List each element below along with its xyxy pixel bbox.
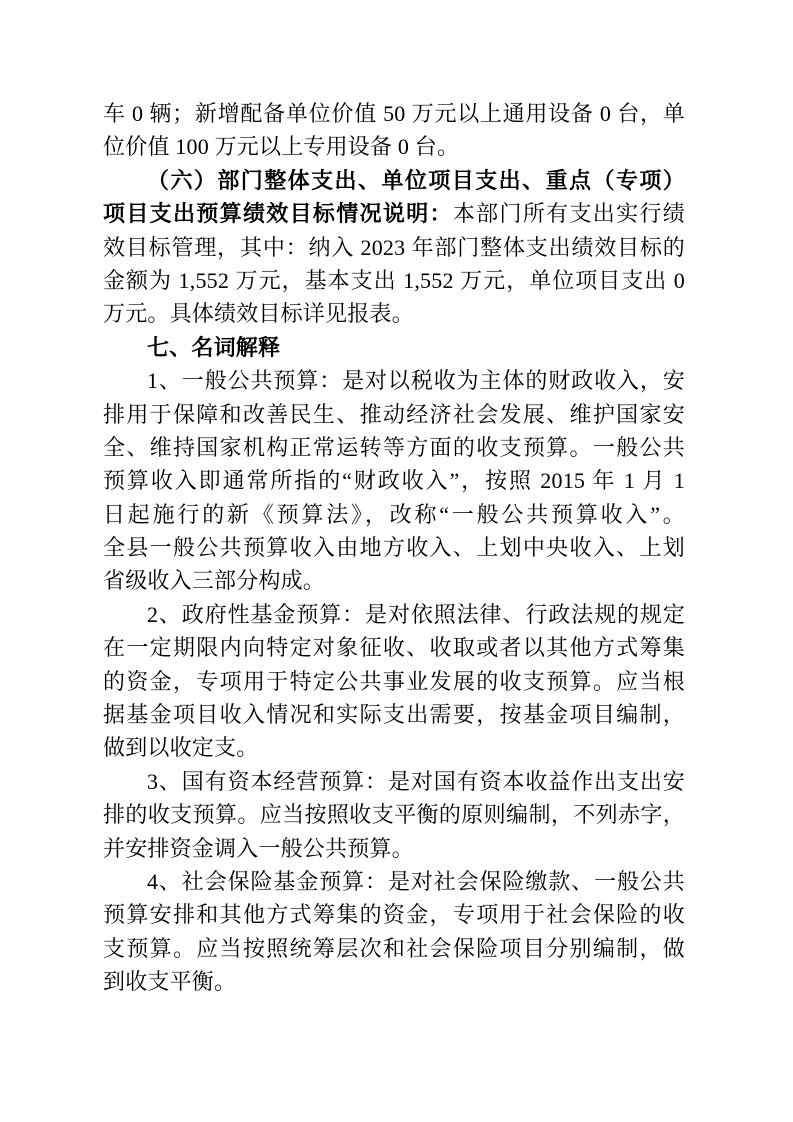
text-run: 全县一般公共预算收入由地方收入、上划中央收入、上划 — [103, 535, 685, 561]
text-run: 4、社会保险基金预算：是对社会保险缴款、一般公共 — [147, 868, 685, 894]
text-run: 位价值 100 万元以上专用设备 0 台。 — [103, 134, 460, 160]
text-run: 的资金，专项用于特定公共事业发展的收支预算。应当根 — [103, 668, 685, 694]
text-run: 2、政府性基金预算：是对依照法律、行政法规的规定 — [147, 601, 685, 627]
text-line-term-1-general-public-budget-5 — [103, 498, 685, 531]
text-run: 全、维持国家机构正常运转等方面的收支预算。一般公共 — [103, 434, 685, 460]
text-run: 省级收入三部分构成。 — [103, 568, 326, 594]
text-line-term-1-general-public-budget-1 — [103, 364, 685, 397]
bold-text-run: 七、名词解释 — [147, 334, 281, 360]
text-line-term-2-government-fund-budget-1 — [103, 598, 685, 631]
text-line-term-2-government-fund-budget-4 — [103, 698, 685, 731]
text-line-section-6-performance-targets-4 — [103, 264, 685, 297]
text-run: 车 0 辆；新增配备单位价值 50 万元以上通用设备 0 台，单 — [103, 101, 685, 126]
text-line-term-4-social-insurance-fund-budget-1 — [103, 865, 685, 898]
text-run: 据基金项目收入情况和实际支出需要，按基金项目编制， — [103, 702, 685, 728]
text-run: 1、一般公共预算：是对以税收为主体的财政收入，安 — [147, 368, 685, 394]
text-line-section-6-performance-targets-5 — [103, 297, 685, 330]
bold-text-run: （六）部门整体支出、单位项目支出、重点（专项） — [147, 167, 685, 193]
text-line-section-7-heading-glossary-1 — [103, 331, 685, 364]
text-line-term-1-general-public-budget-7 — [103, 564, 685, 597]
text-run: 支预算。应当按照统筹层次和社会保险项目分别编制，做 — [103, 935, 685, 961]
text-run: 日起施行的新《预算法》，改称“一般公共预算收入”。 — [103, 501, 685, 527]
text-line-carryover-paragraph-2 — [103, 130, 685, 163]
document-content — [103, 97, 685, 999]
text-run: 3、国有资本经营预算：是对国有资本收益作出支出安 — [147, 768, 685, 794]
text-run: 效目标管理，其中：纳入 2023 年部门整体支出绩效目标的 — [103, 234, 685, 260]
text-line-term-1-general-public-budget-2 — [103, 398, 685, 431]
text-run: 预算安排和其他方式筹集的资金，专项用于社会保险的收 — [103, 902, 685, 928]
text-line-term-2-government-fund-budget-5 — [103, 731, 685, 764]
text-line-term-3-state-capital-budget-1 — [103, 765, 685, 798]
text-line-term-1-general-public-budget-3 — [103, 431, 685, 464]
text-line-term-4-social-insurance-fund-budget-3 — [103, 932, 685, 965]
text-line-term-3-state-capital-budget-3 — [103, 832, 685, 865]
text-run: 金额为 1,552 万元，基本支出 1,552 万元，单位项目支出 0 — [103, 267, 685, 293]
text-line-term-1-general-public-budget-4 — [103, 464, 685, 497]
text-line-carryover-paragraph-1 — [103, 97, 685, 130]
text-line-section-6-performance-targets-2 — [103, 197, 685, 230]
text-line-term-4-social-insurance-fund-budget-2 — [103, 898, 685, 931]
text-run: 排的收支预算。应当按照收支平衡的原则编制，不列赤字， — [103, 802, 685, 828]
text-line-section-6-performance-targets-3 — [103, 231, 685, 264]
bold-text-run: 项目支出预算绩效目标情况说明： — [103, 201, 453, 227]
text-run: 并安排资金调入一般公共预算。 — [103, 835, 414, 861]
text-run: 到收支平衡。 — [103, 969, 237, 995]
text-line-term-1-general-public-budget-6 — [103, 531, 685, 564]
text-line-term-3-state-capital-budget-2 — [103, 798, 685, 831]
text-run: 在一定期限内向特定对象征收、收取或者以其他方式筹集 — [103, 635, 685, 661]
text-line-section-6-performance-targets-1 — [103, 164, 685, 197]
text-run: 本部门所有支出实行绩 — [452, 201, 685, 227]
text-run: 排用于保障和改善民生、推动经济社会发展、维护国家安 — [103, 401, 685, 427]
text-run: 做到以收定支。 — [103, 735, 259, 761]
text-run: 万元。具体绩效目标详见报表。 — [103, 301, 414, 327]
text-line-term-4-social-insurance-fund-budget-4 — [103, 965, 685, 998]
text-run: 预算收入即通常所指的“财政收入”，按照 2015 年 1 月 1 — [103, 468, 685, 494]
text-line-term-2-government-fund-budget-2 — [103, 631, 685, 664]
text-line-term-2-government-fund-budget-3 — [103, 665, 685, 698]
